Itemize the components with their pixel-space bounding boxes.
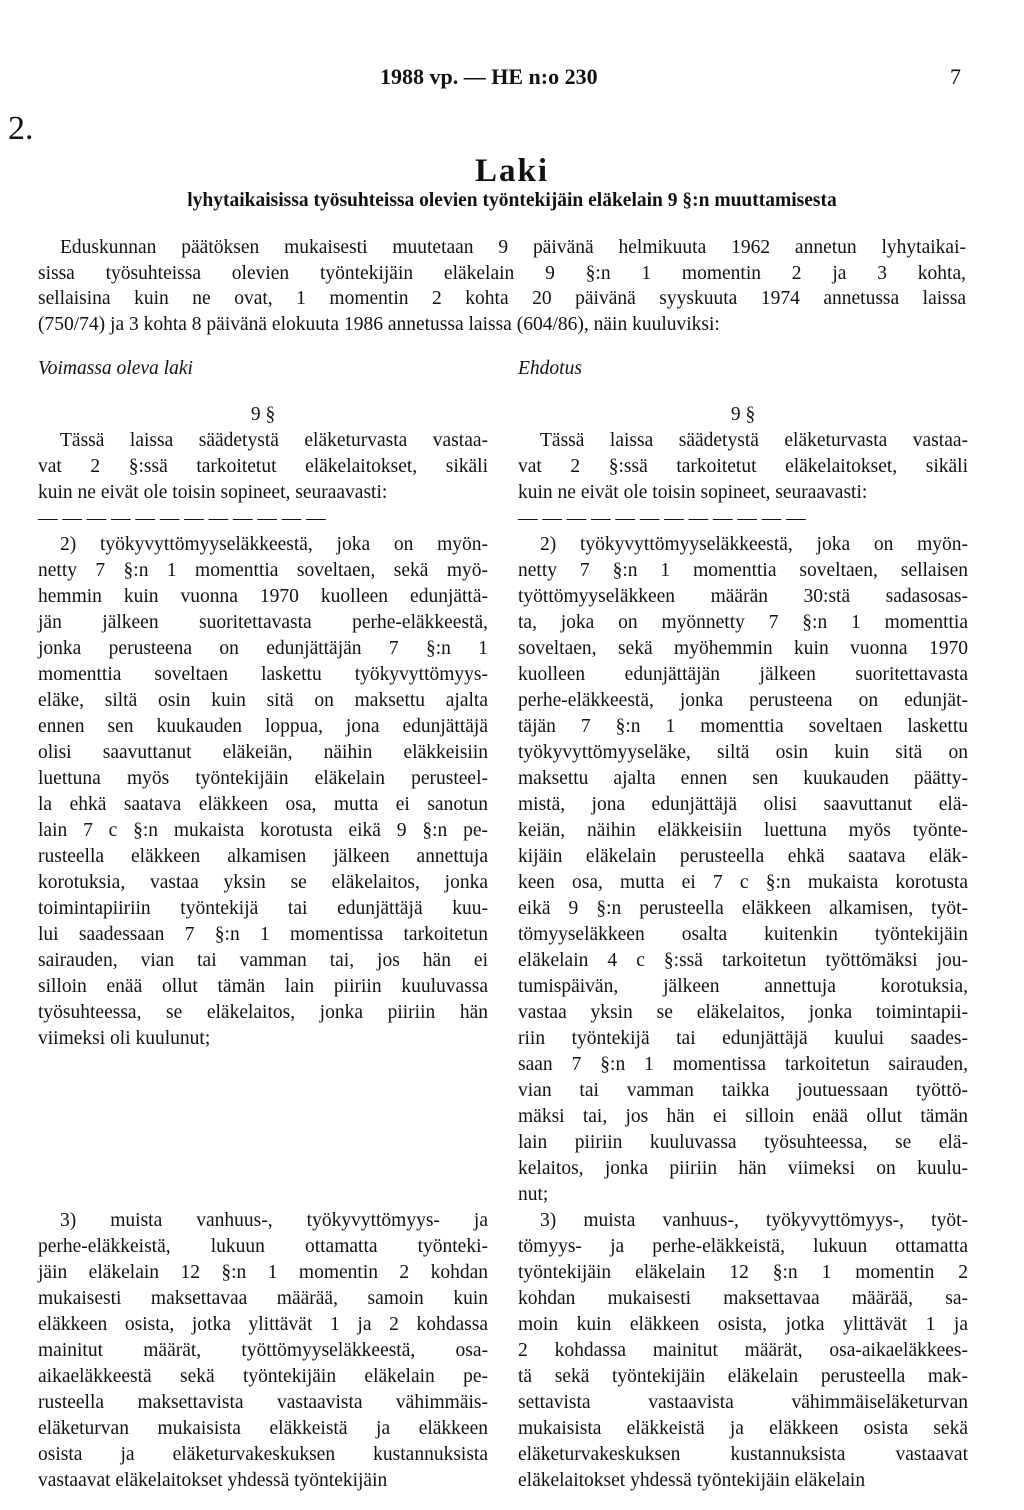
text-line: netty 7 §:n 1 momenttia soveltaen, sellaisen [518, 560, 968, 581]
omission-dashes: — — — — — — — — — — — — [518, 508, 806, 529]
text-line: mistä, jona edunjättäjä olisi saavuttanut elä- [518, 794, 968, 815]
text-line: eläkelain 4 c §:ssä tarkoitetun työttömäksi jou- [518, 950, 968, 971]
intro-paragraph [38, 428, 488, 506]
text-line: sairauden, vian tai vamman tai, jos hän ei [38, 950, 488, 971]
text-line: lain 7 c §:n mukaista korotusta eikä 9 §:n pe- [38, 820, 488, 841]
text-line: mäksi tai, jos hän ei silloin enää ollut tämän [518, 1106, 968, 1127]
text-line: viimeksi oli kuulunut; [38, 1028, 211, 1049]
law-subtitle: lyhytaikaisissa työsuhteissa olevien työntekijäin eläkelain 9 §:n muuttamisesta [187, 190, 837, 211]
law-title: Laki [474, 153, 550, 189]
text-line: eläkelaitokset yhdessä työntekijäin eläkelain [518, 1470, 866, 1491]
text-line: kuin ne eivät ole toisin sopineet, seuraavasti: [518, 482, 868, 503]
text-line: työntekijäin eläkelain 12 §:n 1 momentin 2 [518, 1262, 968, 1283]
text-line: tömyys- ja perhe-eläkkeistä, lukuun ottamatta [518, 1236, 968, 1257]
text-line: eikä 9 §:n perusteella eläkkeen alkamisen, työt- [518, 898, 968, 919]
text-line: kelaitos, jonka piiriin hän viimeksi on kuulu- [518, 1158, 968, 1179]
text-line: 2) työkyvyttömyyseläkkeestä, joka on myön- [540, 534, 968, 555]
text-line: rusteella eläkkeen alkamisen jälkeen annettuja [38, 846, 488, 867]
text-line: aikaeläkkeestä sekä työntekijäin eläkelain pe- [38, 1366, 488, 1387]
text-line: vastaavat eläkelaitokset yhdessä työntekijäin [38, 1470, 388, 1491]
text-line: olisi saavuttanut eläkeiän, näihin eläkkeisiin [38, 742, 488, 763]
text-line: ta, joka on myönnetty 7 §:n 1 momenttia [518, 612, 968, 633]
vertical-spacer [38, 1052, 488, 1208]
text-line: momenttia soveltaen laskettu työkyvyttömyys- [38, 664, 488, 685]
text-line: tumispäivän, jälkeen annettuja korotuksia, [518, 976, 968, 997]
text-line: 3) muista vanhuus-, työkyvyttömyys- ja [60, 1210, 488, 1231]
text-line: kohdan mukaisesti maksettavaa määrää, sa- [518, 1288, 968, 1309]
text-line: rusteella maksettavista vastaavista vähimmäis- [38, 1392, 488, 1413]
text-line: luettuna myös työntekijäin eläkelain perusteel- [38, 768, 488, 789]
text-line: 2 kohdassa mainitut määrät, osa-aikaeläkkees- [518, 1340, 968, 1361]
text-line: eläke, siltä osin kuin sitä on maksettu ajalta [38, 690, 488, 711]
text-line: osista ja eläketurvakeskuksen kustannuksista [38, 1444, 488, 1465]
text-line: lui saadessaan 7 §:n 1 momentissa tarkoitetun [38, 924, 488, 945]
text-line: kuolleen edunjättäjän jälkeen suoritettavasta [518, 664, 968, 685]
text-line: kuin ne eivät ole toisin sopineet, seuraavasti: [38, 482, 388, 503]
text-line: jän jälkeen suoritettavasta perhe-eläkkeestä, [38, 612, 488, 633]
text-line: nut; [518, 1184, 549, 1205]
text-line: la ehkä saatava eläkkeen osa, mutta ei sanotun [38, 794, 488, 815]
preamble [38, 235, 966, 337]
text-line: jäin eläkelain 12 §:n 1 momentin 2 kohdan [38, 1262, 488, 1283]
running-header: 1988 vp. — HE n:o 230 [380, 64, 598, 89]
item-2-paragraph [38, 532, 488, 1052]
text-line: tä sekä työntekijäin eläkelain perusteella mak- [518, 1366, 968, 1387]
text-line: netty 7 §:n 1 momenttia soveltaen, sekä myö- [38, 560, 488, 581]
item-3-paragraph [38, 1208, 488, 1494]
section-number: 2. [8, 110, 34, 147]
text-line: riin työntekijä tai edunjättäjä kuului saades- [518, 1028, 968, 1049]
text-line: hemmin kuin vuonna 1970 kuolleen edunjättä- [38, 586, 488, 607]
page-number: 7 [950, 64, 961, 89]
text-line: työkyvyttömyyseläke, siltä osin kuin sitä on [518, 742, 968, 763]
text-line: jonka perusteena on edunjättäjän 7 §:n 1 [38, 638, 488, 659]
column-proposal [518, 402, 968, 1494]
text-line: lain piiriin kuuluvassa työsuhteessa, se elä- [518, 1132, 968, 1153]
text-line: ennen sen kuukauden loppua, jona edunjättäjä [38, 716, 488, 737]
text-line: vian tai vamman taikka joutuessaan työttö- [518, 1080, 968, 1101]
text-line: vastaa yksin se eläkelaitos, jonka toimintapii- [518, 1002, 968, 1023]
item-3-paragraph [518, 1208, 968, 1494]
text-line: Tässä laissa säädetystä eläketurvasta vastaa- [60, 430, 488, 451]
text-line: työsuhteessa, se eläkelaitos, jonka piiriin hän [38, 1002, 488, 1023]
text-line: maksettu ajalta ennen sen kuukauden päätty- [518, 768, 968, 789]
text-line: moin kuin eläkkeen osista, jotka ylittävät 1 ja [518, 1314, 968, 1335]
text-line: perhe-eläkkeestä, jonka perusteena on edunjät- [518, 690, 968, 711]
section-mark: 9 § [730, 404, 756, 425]
text-line: työttömyyseläkkeen määrän 30:stä sadasosas- [518, 586, 968, 607]
column-current-law [38, 402, 488, 1494]
intro-paragraph [518, 428, 968, 506]
text-line: korotuksia, vastaa yksin se eläkelaitos, jonka [38, 872, 488, 893]
text-line: vat 2 §:ssä tarkoitetut eläkelaitokset, sikäli [518, 456, 968, 477]
text-line: soveltaen, sekä myöhemmin kuin vuonna 1970 [518, 638, 968, 659]
text-line: mainitut määrät, työttömyyseläkkeestä, osa- [38, 1340, 488, 1361]
section-mark: 9 § [250, 404, 276, 425]
text-line: 2) työkyvyttömyyseläkkeestä, joka on myön- [60, 534, 488, 555]
omission-dashes: — — — — — — — — — — — — [38, 508, 326, 529]
text-line: vat 2 §:ssä tarkoitetut eläkelaitokset, sikäli [38, 456, 488, 477]
text-line: eläketurvan mukaisista eläkkeistä ja eläkkeen [38, 1418, 488, 1439]
text-line: keen osa, mutta ei 7 c §:n mukaista korotusta [518, 872, 968, 893]
text-line: täjän 7 §:n 1 momenttia soveltaen laskettu [518, 716, 968, 737]
column-heading-current-law: Voimassa oleva laki [38, 358, 193, 379]
preamble-line: Eduskunnan päätöksen mukaisesti muutetaan 9 päivänä helmikuuta 1962 annetun lyhytaikai- [60, 237, 966, 258]
preamble-line: sellaisina kuin ne ovat, 1 momentin 2 kohta 20 päivänä syyskuuta 1974 annetussa laissa [38, 288, 966, 309]
preamble-line: sissa työsuhteissa olevien työntekijäin eläkelain 9 §:n 1 momentin 2 ja 3 kohta, [38, 262, 966, 284]
text-line: silloin enää ollut tämän lain piiriin kuuluvassa [38, 976, 488, 997]
text-line: perhe-eläkkeistä, lukuun ottamatta työnteki- [38, 1236, 488, 1257]
text-line: tömyyseläkkeen osalta kuitenkin työntekijäin [518, 924, 968, 945]
preamble-line: (750/74) ja 3 kohta 8 päivänä elokuuta 1986 annetussa laissa (604/86), näin kuuluviksi: [38, 313, 720, 335]
text-line: 3) muista vanhuus-, työkyvyttömyys-, työt- [540, 1210, 968, 1231]
text-line: mukaisista eläkkeistä ja eläkkeen osista sekä [518, 1418, 968, 1439]
column-heading-proposal: Ehdotus [518, 358, 582, 379]
text-line: toimintapiiriin työntekijä tai edunjättäjä kuu- [38, 898, 488, 919]
text-line: kijäin eläkelain perusteella ehkä saatava eläk- [518, 846, 968, 867]
text-line: eläketurvakeskuksen kustannuksista vastaavat [518, 1444, 968, 1465]
text-line: saan 7 §:n 1 momentissa tarkoitetun sairauden, [518, 1054, 968, 1075]
text-line: keiän, näihin eläkkeisiin luettuna myös työnte- [518, 820, 968, 841]
text-line: mukaisesti maksettavaa määrää, samoin kuin [38, 1288, 488, 1309]
text-line: settavista vastaavista vähimmäiseläketurvan [518, 1392, 968, 1413]
text-line: Tässä laissa säädetystä eläketurvasta vastaa- [540, 430, 968, 451]
text-line: eläkkeen osista, jotka ylittävät 1 ja 2 kohdassa [38, 1314, 488, 1335]
item-2-paragraph [518, 532, 968, 1208]
